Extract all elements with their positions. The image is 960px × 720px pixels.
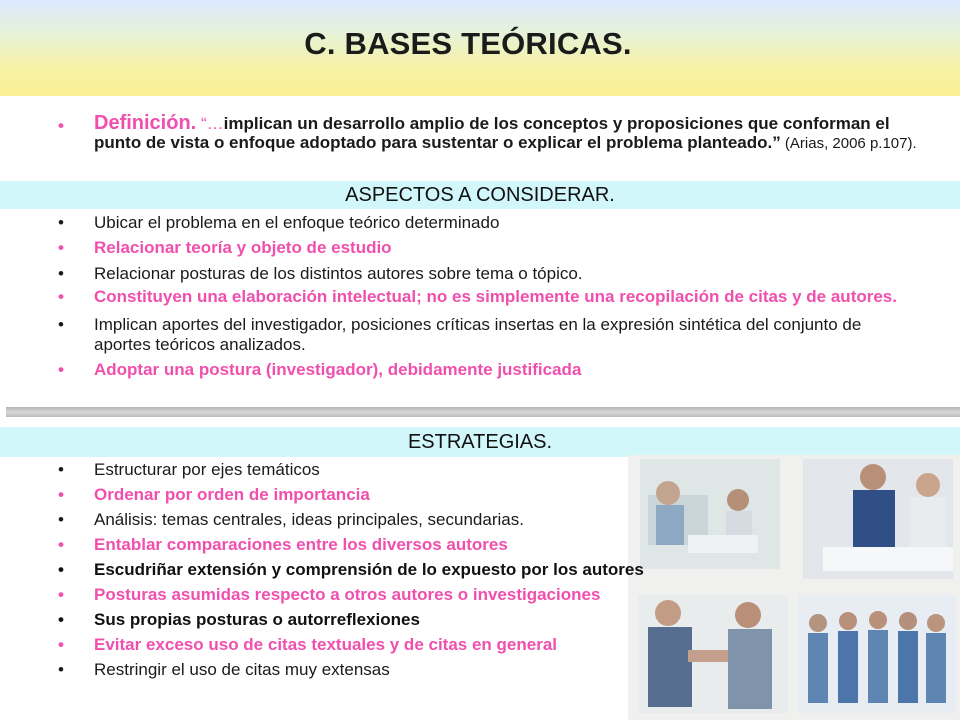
bullet: •: [58, 660, 64, 679]
definition-citation: (Arias, 2006 p.107).: [780, 135, 917, 152]
bullet: •: [58, 635, 64, 654]
aspect-text: Ubicar el problema en el enfoque teórico determinado: [94, 213, 500, 232]
definition-item: [0, 114, 924, 153]
bullet: •: [58, 560, 64, 579]
aspect-text: Relacionar posturas de los distintos autores sobre tema o tópico.: [94, 264, 583, 283]
bullet: •: [58, 460, 64, 479]
list-item: [0, 585, 914, 605]
strategy-text: Análisis: temas centrales, ideas principales, secundarias.: [94, 510, 524, 529]
list-item: [0, 635, 914, 655]
list-item: [0, 238, 914, 258]
list-item: [0, 610, 914, 630]
bullet: •: [58, 238, 64, 257]
definition-list: [0, 114, 924, 153]
strategies-heading: ESTRATEGIAS.: [0, 427, 960, 457]
definition-quote-open: “…: [196, 114, 224, 133]
strategy-text: Entablar comparaciones entre los diversos autores: [94, 535, 508, 554]
bullet: •: [58, 535, 64, 554]
aspects-heading: ASPECTOS A CONSIDERAR.: [0, 181, 960, 209]
strategy-text: Sus propias posturas o autorreflexiones: [94, 610, 420, 629]
bullet: •: [58, 610, 64, 629]
definition-text: implican un desarrollo amplio de los conceptos y proposiciones que conforman el punto de vista o enfoque adoptado para sustentar o explicar el problema planteado.”: [94, 114, 890, 152]
aspect-text: Constituyen una elaboración intelectual; no es simplemente una recopilación de citas y de autores.: [94, 287, 897, 306]
divider: [6, 407, 960, 417]
strategy-text: Posturas asumidas respecto a otros autores o investigaciones: [94, 585, 601, 604]
list-item: [0, 460, 914, 480]
aspect-text: Implican aportes del investigador, posiciones críticas insertas en la expresión sintética del conjunto de aportes teóricos analizados.: [94, 315, 862, 354]
bullet: •: [58, 510, 64, 529]
bullet: •: [58, 264, 64, 283]
list-item: [0, 535, 914, 555]
list-item: [0, 315, 914, 355]
list-item: [0, 264, 914, 284]
bullet: •: [58, 116, 64, 135]
aspect-text: Relacionar teoría y objeto de estudio: [94, 238, 392, 257]
bullet: •: [58, 585, 64, 604]
list-item: [0, 510, 914, 530]
definition-term: Definición.: [94, 112, 197, 134]
list-item: [0, 213, 914, 233]
strategy-text: Restringir el uso de citas muy extensas: [94, 660, 390, 679]
strategy-text: Ordenar por orden de importancia: [94, 485, 370, 504]
list-item: [0, 287, 914, 307]
list-item: [0, 560, 914, 580]
bullet: •: [58, 360, 64, 379]
list-item: [0, 485, 914, 505]
bullet: •: [58, 287, 64, 306]
strategy-text: Estructurar por ejes temáticos: [94, 460, 320, 479]
list-item: [0, 360, 914, 380]
strategy-text: Evitar exceso uso de citas textuales y de citas en general: [94, 635, 558, 654]
strategy-text: Escudriñar extensión y comprensión de lo expuesto por los autores: [94, 560, 644, 579]
bullet: •: [58, 315, 64, 334]
aspect-text: Adoptar una postura (investigador), debidamente justificada: [94, 360, 582, 379]
list-item: [0, 660, 914, 680]
aspects-list: [0, 213, 914, 380]
bullet: •: [58, 213, 64, 232]
slide-title: C. BASES TEÓRICAS.: [304, 26, 632, 61]
bullet: •: [58, 485, 64, 504]
strategies-list: [0, 460, 914, 680]
